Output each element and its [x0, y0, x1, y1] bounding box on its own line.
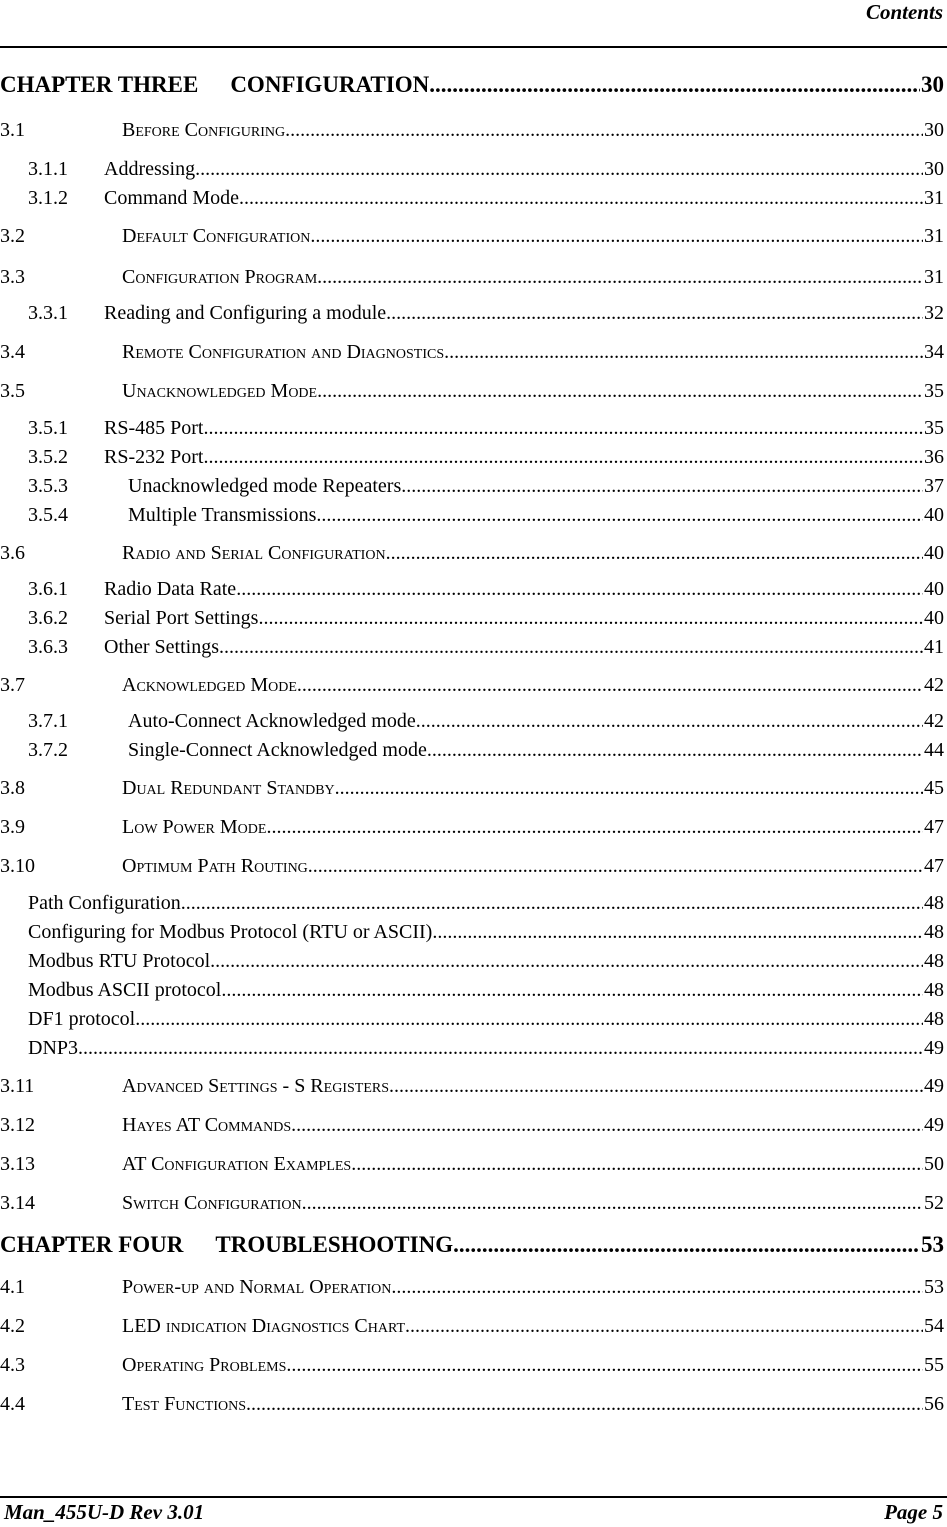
toc-entry-title: Low Power Mode: [122, 816, 267, 838]
toc-leader-dots: [308, 855, 923, 878]
toc-entry-number: 3.3: [0, 266, 25, 288]
toc-entry-page: 40: [924, 607, 944, 629]
toc-leader-dots: [302, 1192, 923, 1215]
toc-entry[interactable]: [0, 302, 944, 325]
toc-entry-number: 3.4: [0, 341, 25, 363]
toc-leader-dots: [181, 892, 923, 915]
toc-entry[interactable]: [0, 1192, 944, 1215]
toc-entry[interactable]: [0, 341, 944, 364]
toc-entry-page: 48: [924, 979, 944, 1001]
header-rule: [0, 46, 947, 48]
toc-entry[interactable]: [0, 187, 944, 210]
toc-entry-page: 40: [924, 542, 944, 564]
toc-entry-number: 4.3: [0, 1354, 25, 1376]
toc-entry-number: 3.6: [0, 542, 25, 564]
toc-entry-title: LED indication Diagnostics Chart: [122, 1315, 406, 1337]
toc-entry[interactable]: [0, 542, 944, 565]
toc-entry-page: 30: [924, 158, 944, 180]
toc-entry[interactable]: [0, 158, 944, 181]
toc-entry-number: CHAPTER FOUR: [0, 1232, 184, 1257]
toc-entry[interactable]: [0, 1315, 944, 1338]
toc-entry-title: Radio and Serial Configuration: [122, 542, 386, 564]
toc-entry[interactable]: [0, 777, 944, 800]
toc-entry-page: 37: [924, 475, 944, 497]
toc-leader-dots: [219, 636, 923, 659]
toc-entry-title: DNP3: [28, 1037, 79, 1059]
toc-entry-title: Reading and Configuring a module: [104, 302, 387, 324]
toc-leader-dots: [310, 225, 923, 248]
toc-entry-page: 40: [924, 504, 944, 526]
toc-entry-page: 30: [921, 72, 944, 97]
toc-entry-page: 42: [924, 710, 944, 732]
toc-entry-number: 3.13: [0, 1153, 35, 1175]
toc-entry-page: 34: [924, 341, 944, 363]
toc-entry-title: Dual Redundant Standby: [122, 777, 335, 799]
toc-entry-number: 3.8: [0, 777, 25, 799]
toc-entry-title: Test Functions: [122, 1393, 247, 1415]
toc-entry-title: Serial Port Settings: [104, 607, 259, 629]
toc-entry-title: Radio Data Rate: [104, 578, 237, 600]
toc-leader-dots: [317, 266, 923, 289]
toc-entry[interactable]: [0, 1114, 944, 1137]
toc-entry-number: 3.9: [0, 816, 25, 838]
toc-leader-dots: [246, 1393, 923, 1416]
toc-entry[interactable]: [0, 855, 944, 878]
toc-entry-number: 3.14: [0, 1192, 35, 1214]
toc-entry-title: Configuring for Modbus Protocol (RTU or ASCII): [28, 921, 433, 943]
toc-entry[interactable]: [0, 446, 944, 469]
toc-leader-dots: [286, 1354, 923, 1377]
toc-entry-page: 49: [924, 1037, 944, 1059]
toc-entry-number: 3.11: [0, 1075, 35, 1097]
toc-entry-page: 36: [924, 446, 944, 468]
toc-entry-number: 3.6.1: [28, 578, 68, 600]
toc-entry[interactable]: [0, 674, 944, 697]
toc-entry[interactable]: [0, 504, 944, 527]
toc-entry[interactable]: [0, 1037, 944, 1060]
footer-rule: [0, 1496, 947, 1498]
toc-entry-title: RS-485 Port: [104, 417, 204, 439]
toc-entry-number: 3.2: [0, 225, 25, 247]
toc-entry-number: 3.6.3: [28, 636, 68, 658]
toc-entry-title: Single-Connect Acknowledged mode: [128, 739, 427, 761]
toc-entry-page: 53: [921, 1232, 944, 1257]
toc-entry[interactable]: [0, 1354, 944, 1377]
toc-entry-number: 3.5.2: [28, 446, 68, 468]
toc-leader-dots: [389, 1075, 923, 1098]
toc-leader-dots: [351, 1153, 923, 1176]
toc-entry-page: 49: [924, 1075, 944, 1097]
toc-entry[interactable]: [0, 892, 944, 915]
toc-leader-dots: [210, 950, 923, 973]
toc-entry[interactable]: [0, 266, 944, 289]
toc-entry-number: 3.5: [0, 380, 25, 402]
toc-entry-title: Before Configuring: [122, 119, 286, 141]
toc-entry-number: 3.7.2: [28, 739, 68, 761]
toc-entry-page: 55: [924, 1354, 944, 1376]
toc-entry-title: Path Configuration: [28, 892, 181, 914]
toc-entry-title: Acknowledged Mode: [122, 674, 297, 696]
toc-entry-page: 31: [924, 266, 944, 288]
toc-leader-dots: [203, 446, 923, 469]
toc-entry-number: 3.1: [0, 119, 25, 141]
toc-leader-dots: [195, 158, 923, 181]
toc-leader-dots: [429, 72, 920, 98]
toc-leader-dots: [444, 341, 923, 364]
toc-entry-number: 3.6.2: [28, 607, 68, 629]
toc-leader-dots: [453, 1232, 920, 1258]
toc-entry-number: 3.5.1: [28, 417, 68, 439]
toc-entry-title: Command Mode: [104, 187, 239, 209]
toc-entry-page: 48: [924, 1008, 944, 1030]
toc-entry-number: 3.12: [0, 1114, 35, 1136]
toc-entry-number: 3.5.3: [28, 475, 68, 497]
toc-entry-page: 42: [924, 674, 944, 696]
toc-entry[interactable]: [0, 1276, 944, 1299]
toc-entry-page: 47: [924, 816, 944, 838]
toc-entry-number: 4.1: [0, 1276, 25, 1298]
toc-leader-dots: [236, 578, 923, 601]
toc-entry-title: Unacknowledged mode Repeaters: [128, 475, 402, 497]
footer-page-number: Page 5: [884, 1500, 943, 1524]
toc-leader-dots: [335, 777, 923, 800]
toc-entry-title: Unacknowledged Mode: [122, 380, 318, 402]
toc-entry-number: 4.4: [0, 1393, 25, 1415]
toc-entry-title: RS-232 Port: [104, 446, 204, 468]
toc-leader-dots: [405, 1315, 923, 1338]
page-header-title: Contents: [865, 0, 943, 24]
toc-entry-title: Power-up and Normal Operation: [122, 1276, 392, 1298]
toc-entry[interactable]: [0, 607, 944, 630]
toc-entry-number: 3.3.1: [28, 302, 68, 324]
toc-entry-title: AT Configuration Examples: [122, 1153, 352, 1175]
toc-leader-dots: [416, 710, 923, 733]
toc-entry[interactable]: [0, 636, 944, 659]
toc-entry-title: DF1 protocol: [28, 1008, 136, 1030]
toc-entry[interactable]: [0, 739, 944, 762]
toc-entry-number: 3.7: [0, 674, 25, 696]
toc-leader-dots: [401, 475, 923, 498]
toc-entry-number: CHAPTER THREE: [0, 72, 199, 97]
toc-entry-page: 48: [924, 950, 944, 972]
toc-leader-dots: [427, 739, 923, 762]
toc-entry-title: Optimum Path Routing: [122, 855, 308, 877]
toc-entry-page: 48: [924, 921, 944, 943]
toc-entry-title: Auto-Connect Acknowledged mode: [128, 710, 416, 732]
toc-entry[interactable]: [0, 119, 944, 142]
toc-leader-dots: [258, 607, 923, 630]
toc-entry[interactable]: [0, 816, 944, 839]
toc-entry-page: 44: [924, 739, 944, 761]
toc-entry-page: 45: [924, 777, 944, 799]
toc-entry-page: 52: [924, 1192, 944, 1214]
toc-leader-dots: [78, 1037, 923, 1060]
toc-entry-page: 49: [924, 1114, 944, 1136]
toc-entry-number: 3.5.4: [28, 504, 68, 526]
toc-entry[interactable]: [0, 979, 944, 1002]
toc-entry-page: 31: [924, 225, 944, 247]
toc-leader-dots: [432, 921, 923, 944]
toc-entry-page: 47: [924, 855, 944, 877]
toc-entry[interactable]: [0, 72, 944, 98]
toc-leader-dots: [297, 674, 923, 697]
toc-entry[interactable]: [0, 1153, 944, 1176]
toc-entry-number: 3.1.1: [28, 158, 68, 180]
toc-leader-dots: [221, 979, 923, 1002]
footer-manual-revision: Man_455U-D Rev 3.01: [4, 1500, 205, 1524]
toc-entry[interactable]: [0, 1232, 944, 1258]
toc-leader-dots: [317, 380, 923, 403]
toc-leader-dots: [203, 417, 923, 440]
toc-leader-dots: [386, 542, 923, 565]
toc-entry-title: Switch Configuration: [122, 1192, 302, 1214]
toc-leader-dots: [386, 302, 923, 325]
toc-entry[interactable]: [0, 380, 944, 403]
toc-entry-page: 54: [924, 1315, 944, 1337]
toc-entry[interactable]: [0, 710, 944, 733]
toc-entry-page: 35: [924, 417, 944, 439]
toc-entry-page: 56: [924, 1393, 944, 1415]
toc-entry-title: Addressing: [104, 158, 196, 180]
toc-entry[interactable]: [0, 578, 944, 601]
toc-entry-page: 41: [924, 636, 944, 658]
toc-entry-page: 50: [924, 1153, 944, 1175]
toc-entry-page: 53: [924, 1276, 944, 1298]
toc-entry-page: 40: [924, 578, 944, 600]
toc-entry[interactable]: [0, 1008, 944, 1031]
toc-entry[interactable]: [0, 1075, 944, 1098]
toc-entry[interactable]: [0, 475, 944, 498]
toc-entry-title: Advanced Settings - S Registers: [122, 1075, 389, 1097]
toc-entry-number: 3.10: [0, 855, 35, 877]
toc-entry[interactable]: [0, 950, 944, 973]
toc-entry-title: Operating Problems: [122, 1354, 287, 1376]
toc-entry-number: 4.2: [0, 1315, 25, 1337]
toc-entry-page: 30: [924, 119, 944, 141]
toc-leader-dots: [285, 119, 923, 142]
toc-entry-title: Other Settings: [104, 636, 219, 658]
toc-entry-title: Remote Configuration and Diagnostics: [122, 341, 445, 363]
toc-entry-page: 48: [924, 892, 944, 914]
toc-leader-dots: [135, 1008, 923, 1031]
toc-entry-number: 3.1.2: [28, 187, 68, 209]
toc-entry-title: Modbus ASCII protocol: [28, 979, 222, 1001]
toc-entry-title: Configuration Program: [122, 266, 318, 288]
toc-entry-title: Modbus RTU Protocol: [28, 950, 211, 972]
toc-entry-title: Default Configuration: [122, 225, 311, 247]
toc-entry-number: 3.7.1: [28, 710, 68, 732]
toc-leader-dots: [316, 504, 923, 527]
toc-entry[interactable]: [0, 417, 944, 440]
toc-leader-dots: [291, 1114, 923, 1137]
toc-leader-dots: [391, 1276, 923, 1299]
toc-entry-title: Hayes AT Commands: [122, 1114, 292, 1136]
toc-entry[interactable]: [0, 225, 944, 248]
toc-leader-dots: [266, 816, 923, 839]
toc-entry-title: TROUBLESHOOTING: [215, 1232, 454, 1257]
toc-entry-title: Multiple Transmissions: [128, 504, 317, 526]
toc-entry-page: 31: [924, 187, 944, 209]
toc-entry[interactable]: [0, 1393, 944, 1416]
toc-entry-page: 32: [924, 302, 944, 324]
toc-entry-page: 35: [924, 380, 944, 402]
toc-leader-dots: [239, 187, 923, 210]
toc-entry-title: CONFIGURATION: [230, 72, 430, 97]
toc-entry[interactable]: [0, 921, 944, 944]
